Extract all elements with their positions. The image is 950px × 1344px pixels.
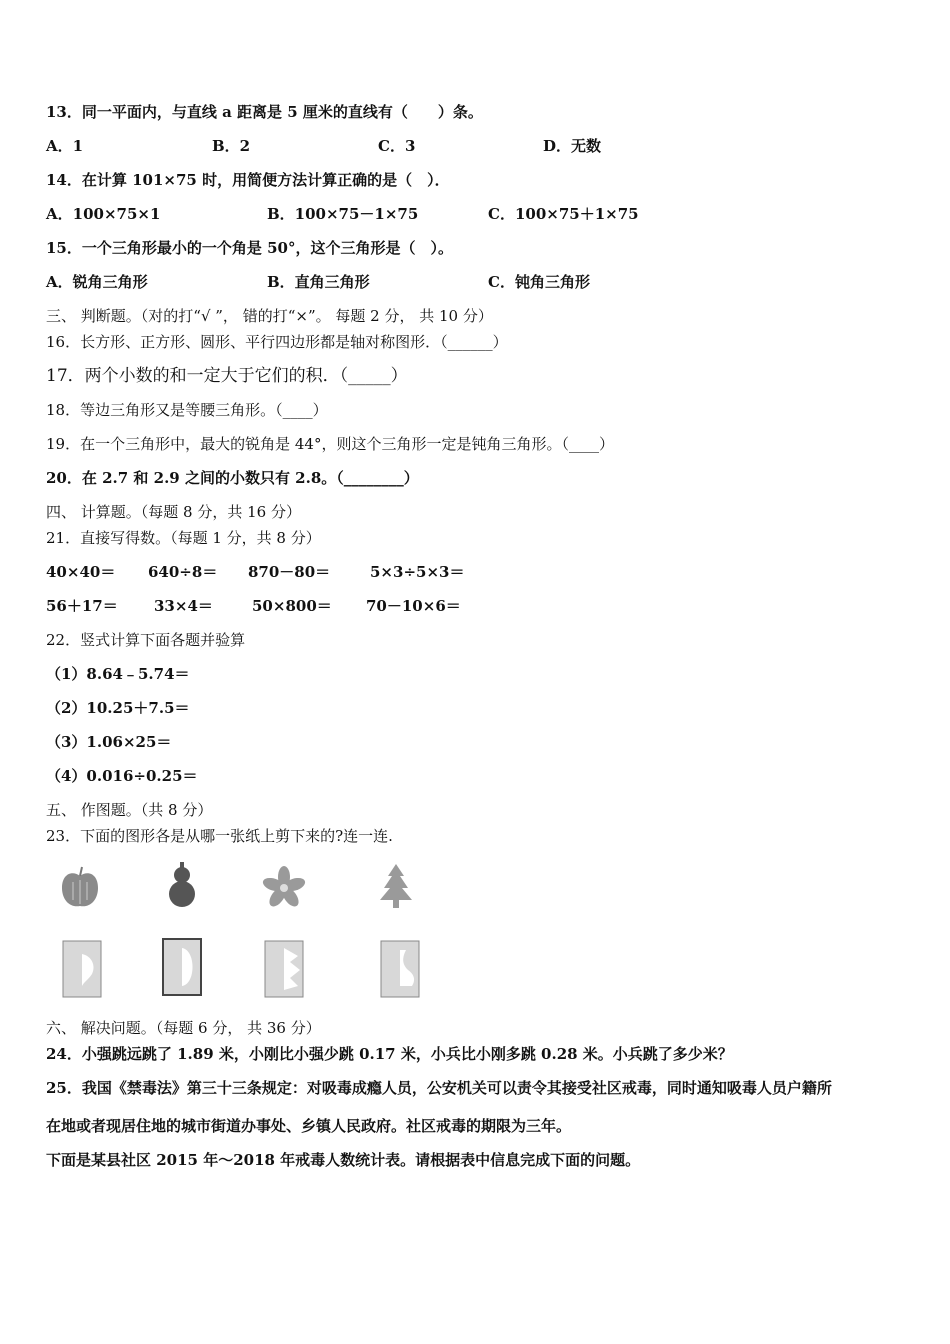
calc-item: 870－80＝ (248, 563, 331, 581)
card-half-leaf-icon (62, 940, 102, 998)
vertical-calc-item: （3）1.06×25＝ (46, 733, 172, 751)
section-4-heading: 四、 计算题。（每题 8 分，共 16 分） (46, 503, 301, 521)
question-25-line-1: 25．我国《禁毒法》第三十三条规定：对吸毒成瘾人员，公安机关可以责令其接受社区戒毒，同时通知吸毒人员户籍所 (46, 1079, 832, 1097)
vertical-calc-item: （1）8.64﹣5.74＝ (46, 665, 190, 683)
q15-option-b: B．直角三角形 (267, 273, 370, 291)
question-18: 18．等边三角形又是等腰三角形。（____） (46, 401, 328, 419)
calc-item: 56＋17＝ (46, 597, 118, 615)
calc-item: 5×3÷5×3＝ (370, 563, 465, 581)
question-23: 23．下面的图形各是从哪一张纸上剪下来的?连一连. (46, 827, 393, 845)
q15-option-a: A．锐角三角形 (46, 273, 148, 291)
apple-shape-icon (58, 864, 102, 912)
section-5-heading: 五、 作图题。（共 8 分） (46, 801, 213, 819)
q14-option-a: A．100×75×1 (46, 205, 161, 223)
vertical-calc-item: （4）0.016÷0.25＝ (46, 767, 198, 785)
card-notch-icon (380, 940, 420, 998)
calc-item: 70－10×6＝ (366, 597, 461, 615)
question-25-line-2: 在地或者现居住地的城市街道办事处、乡镇人民政府。社区戒毒的期限为三年。 (46, 1117, 572, 1135)
question-21: 21．直接写得数。（每题 1 分，共 8 分） (46, 529, 321, 547)
calc-item: 40×40＝ (46, 563, 116, 581)
card-zigzag-icon (264, 940, 304, 998)
vertical-calc-item: （2）10.25＋7.5＝ (46, 699, 190, 717)
q14-option-c: C．100×75＋1×75 (488, 205, 639, 223)
calc-item: 33×4＝ (154, 597, 213, 615)
question-14: 14．在计算 101×75 时，用简便方法计算正确的是（ ）． (46, 171, 450, 189)
q13-option-d: D．无数 (543, 137, 602, 155)
card-half-circle-icon (162, 938, 202, 996)
question-15: 15．一个三角形最小的一个角是 50°，这个三角形是（ ）。 (46, 239, 453, 257)
gourd-shape-icon (160, 860, 204, 908)
q15-option-c: C．钝角三角形 (488, 273, 590, 291)
question-24: 24．小强跳远跳了 1.89 米，小刚比小强少跳 0.17 米，小兵比小刚多跳 0.28 米。小兵跳了多少米？ (46, 1045, 733, 1063)
section-6-heading: 六、 解决问题。（每题 6 分， 共 36 分） (46, 1019, 321, 1037)
calc-item: 640÷8＝ (148, 563, 218, 581)
tree-shape-icon (374, 862, 418, 910)
flower-shape-icon (262, 864, 306, 912)
section-3-heading: 三、 判断题。（对的打“√ ”， 错的打“×”。 每题 2 分， 共 10 分） (46, 307, 493, 325)
q13-option-c: C．3 (378, 137, 416, 155)
question-17: 17．两个小数的和一定大于它们的积．（_____） (46, 366, 408, 386)
q13-option-b: B．2 (212, 137, 251, 155)
question-20: 20．在 2.7 和 2.9 之间的小数只有 2.8。（________） (46, 469, 419, 487)
question-13: 13．同一平面内，与直线 a 距离是 5 厘米的直线有（ ）条。 (46, 103, 483, 121)
calc-item: 50×800＝ (252, 597, 332, 615)
q14-option-b: B．100×75－1×75 (267, 205, 419, 223)
q13-option-a: A．1 (46, 137, 84, 155)
question-22: 22．竖式计算下面各题并验算 (46, 631, 246, 649)
question-25-line-3: 下面是某县社区 2015 年～2018 年戒毒人数统计表。请根据表中信息完成下面的问题。 (46, 1151, 641, 1169)
question-16: 16．长方形、正方形、圆形、平行四边形都是轴对称图形．（______） (46, 333, 508, 351)
question-19: 19．在一个三角形中，最大的锐角是 44°，则这个三角形一定是钝角三角形。（____） (46, 435, 614, 453)
